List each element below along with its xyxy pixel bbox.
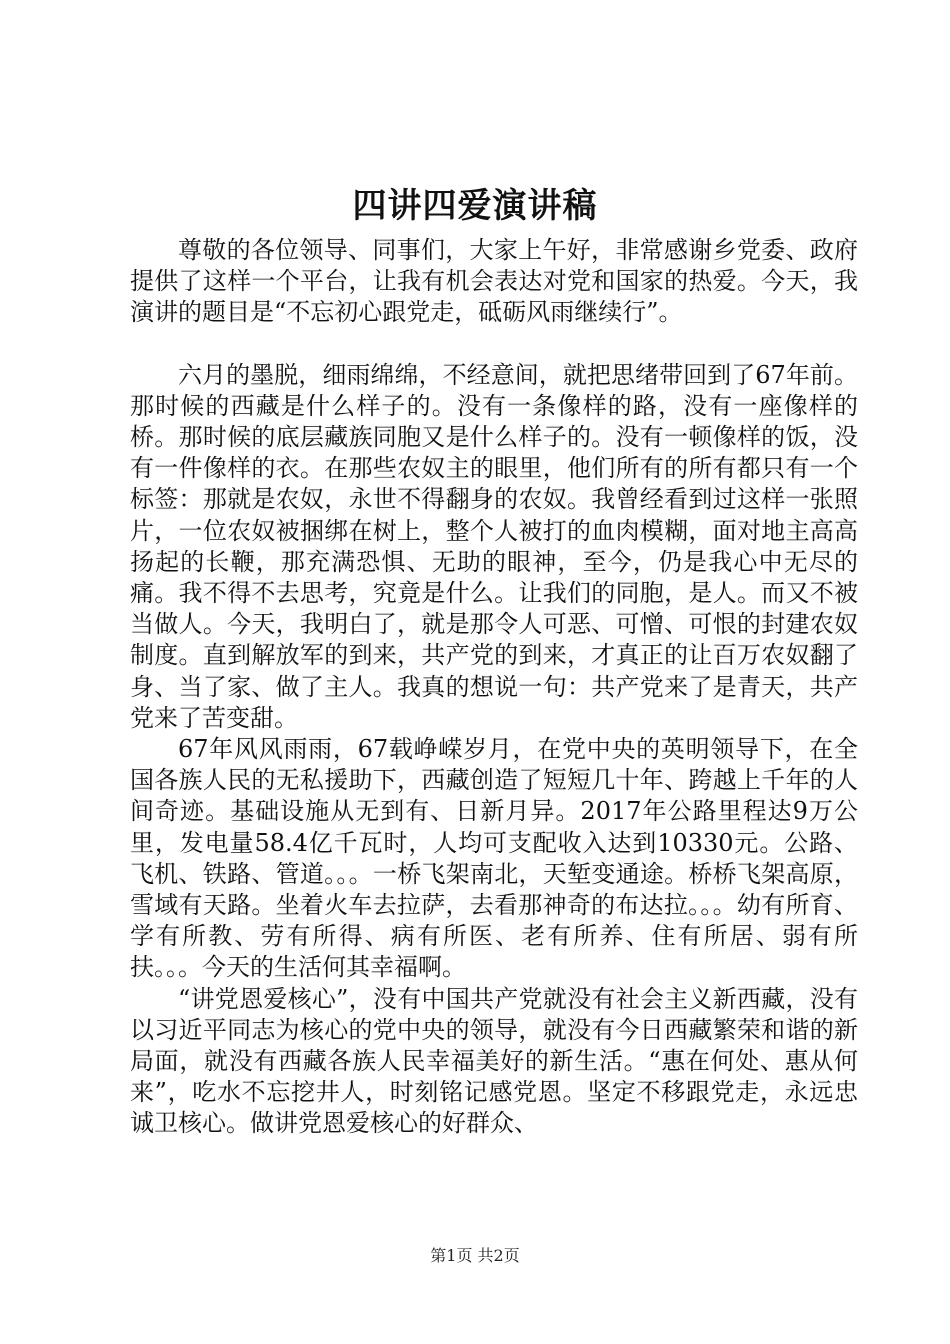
paragraph-development: 67年风风雨雨，67载峥嵘岁月，在党中央的英明领导下，在全国各族人民的无私援助下，西藏创造了短短几十年、跨越上千年的人间奇迹。基础设施从无到有、日新月异。2017年公路里程达9万公里，发电量58.4亿千瓦时，人均可支配收入达到10330元。公路、飞机、铁路、管道。。。一桥飞架南北，天堑变通途。桥桥飞架高原，雪域有天路。坐着火车去拉萨，去看那神奇的布达拉。。。幼有所育、学有所教、劳有所得、病有所医、老有所养、住有所居、弱有所扶。。。今天的生活何其幸福啊。 [130,735,858,982]
paragraph-spacer [130,329,858,360]
document-title: 四讲四爱演讲稿 [352,186,598,226]
document-body [130,235,858,1140]
paragraph-history: 六月的墨脱，细雨绵绵，不经意间，就把思绪带回到了67年前。那时候的西藏是什么样子的。没有一条像样的路，没有一座像样的桥。那时候的底层藏族同胞又是什么样子的。没有一顿像样的饭，没有一件像样的衣。在那些农奴主的眼里，他们所有的所有都只有一个标签：那就是农奴，永世不得翻身的农奴。我曾经看到过这样一张照片，一位农奴被捆绑在树上，整个人被打的血肉模糊，面对地主高高扬起的长鞭，那充满恐惧、无助的眼神，至今，仍是我心中无尽的痛。我不得不去思考，究竟是什么。让我们的同胞，是人。而又不被当做人。今天，我明白了，就是那令人可恶、可憎、可恨的封建农奴制度。直到解放军的到来，共产党的到来，才真正的让百万农奴翻了身、当了家、做了主人。我真的想说一句：共产党来了是青天，共产党来了苦变甜。 [130,360,858,732]
page-footer: 第1页 共2页 [430,1246,520,1265]
paragraph-gratitude: “讲党恩爱核心”，没有中国共产党就没有社会主义新西藏，没有以习近平同志为核心的党中央的领导，就没有今日西藏繁荣和谐的新局面，就没有西藏各族人民幸福美好的新生活。“惠在何处、惠从何来”，吃水不忘挖井人，时刻铭记感党恩。坚定不移跟党走，永远忠诚卫核心。做讲党恩爱核心的好群众、 [130,984,858,1138]
paragraph-greeting: 尊敬的各位领导、同事们，大家上午好，非常感谢乡党委、政府提供了这样一个平台，让我有机会表达对党和国家的热爱。今天，我演讲的题目是“不忘初心跟党走，砥砺风雨继续行”。 [130,236,858,327]
